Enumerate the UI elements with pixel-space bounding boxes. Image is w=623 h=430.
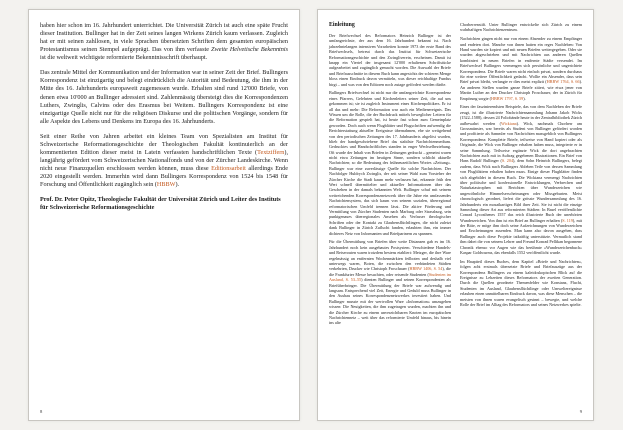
left-page [28,9,300,421]
cross-reference-link[interactable]: HBBW 1764, S. 66 [546,79,580,85]
text-segment: ), mit der Bitte, er möge ihm doch seine Aufzeichnungen von Wunderzeichen und Erscheinungen zusenden. Man kann also davon ausgehen, dass Bullinger auch diese Projekte tatkräftig unterstützte. Vermutlich stand ihm dabei die von seinem Lehrer und Freund Konrad Pellikan begonnene Chronik ebenso vor Augen wie das berühmte «Wunderzeichenbuch» Kaspar Goldwurms, das ebenfalls 1552 veröffentlicht wurde. [460,217,582,256]
text-segment: Eines der faszinierendsten Beispiele, das von dem Nachleben der Briefe zeugt, ist die illustrierte Nachrichtensammlung Johann Jakob Wicks (1522–1588), dessen 24 Foliobände heute in der Zentralbibliothek Zürich aufbewahrt werden ( [460,104,582,126]
body-paragraph: Im Hauptteil dieses Buches, dem Kapitel «Briefe und Nachrichten», folgen acht erstmals übersetzte Briefe und Briefauszüge aus der Korrespondenz Bullingers zu einem kaleidoskopischen Blick auf die Ereignisse zu Lebzeiten dieses Reformators der zweiten Generation. Durch die Quellen geordnete Themenfelder wie Konstanz, Flucht, Studenten im Ausland, Glaubensflüchtlinge oder Umweltereignisse erlauben einen unmittelbaren Eindruck davon, was diese Menschen – die meisten von ihnen waren evangelisch gesinnt – bewegte, und welche Rolle der Brief im Alltag des Reformators und seines Netzwerkes spielte. [460,258,582,308]
text-segment: ). [175,181,180,189]
cross-reference-link[interactable]: HBBW 1406, S. 54 [409,266,443,272]
cross-reference-link[interactable]: S. 204 [501,158,514,164]
body-paragraph: Bullingers Briefwechsel ist nicht nur die umfangreichste Korrespondenz eines Pfarrers, Gelehrten und Kirchenleiters seiner Zeit, die auf uns gekommen ist; sie ist zugleich Instrument eines Kirchenpolitikers. Er ist all das und mehr: Die Reformation war auch ein Medienereignis. Das Wissen um die Rolle, die der Buchdruck mittels beweglicher Lettern für die Reformation gespielt hat, ist heute fast schon zum Gemeinplatz geworden. Doch auch wenn Flugblätter und Flugschriften aufwendig die Berichterstattung aktueller Ereignisse übernahmen, ehe sie weitgehend von den periodischen Zeitungen des 17. Jahrhunderts abgelöst wurden, blieb der handgeschriebene Brief das stabilste Nachrichtenmedium. Gedrucktes und Handschriftliches standen in enger Wechselbeziehung. Oft wurde der Inhalt von Briefen in Zeitungen gedruckt – gemeint waren nicht etwa Zeitungen im heutigen Sinne, sondern schlicht aktuelle Nachrichten; so die Bedeutung des frühneuzeitlichen Wortes «Zeitung». Bullinger war eine zuverlässige Quelle für solche Nachrichten. Der Nachfolger Huldrych Zwinglis, der seit seiner Wahl zum Vorsteher der Zürcher Kirche die Stadt kaum mehr verlassen hat, erkannte früh den Wert schnell übermittelter und aktueller Informationen über das Geschehen in der damals bekannten Welt. Bullinger schuf mit seinem weitreichenden Korrespondenznetzwerk über die Jahre ein umfassendes Nachrichtensystem, das sich kaum von seinem sozialen, überregional reformatorischen Umfeld trennen lässt. Die aktive Förderung und Vermittlung von Zürcher Studenten nach Marburg oder Strassburg, sein punktgenaues überregionales Ansehen als Verfasser theologischer Schriften oder der Kontakt zu Glaubensflüchtlingen, die nicht zuletzt dank Bullinger in Zürich Zuflucht fanden, erlaubten ihm, ein immer dichteres Netz von Informanten und Briefpartnern zu spannen. [329,90,451,236]
text-segment: Nachrichten gingen nicht nur von einem Absender zu einem Empfänger und endeten dort. Manche von ihnen hatten ein reges Nachleben: Von Hand wurden sie kopiert und mit neuen Briefen weitergegeben. Oder sie wurden abgeschrieben und mit Nachrichten aus anderen Quellen kombiniert in neuen Briefen in entfernte Städte versendet. Im Briefwechsel Bullingers vermengen sich persönliche und ungerichtete Korrespondenz. Die Briefe waren nicht einfach privat, sondern durchaus für eine weitere Öffentlichkeit gedacht. Wollte ein Absender, dass sein Brief privat bleibt, verlangte er dies meist explizit ( [460,36,582,85]
column-1 [329,22,451,408]
cross-reference-link[interactable]: S. 119 [562,217,573,223]
text-segment: haben hier schon im 16. Jahrhundert unterrichtet. Die Universität Zürich ist auch eine späte Frucht dieser Institution. Bullinger hat in der Zeit seines langen Wirkens Zürich kaum verlassen. Zugleich hat er mit seinen zahllosen, in viele Sprachen übersetzten Schriften dem gesamten europäischen Protestantismus seinen Stempel aufgeprägt. Das von ihm verfasste [40,22,288,54]
text-segment: ), die die Frankfurter Messe besuchten, oder reisende Studenten ( [329,266,452,277]
cross-reference-link[interactable]: HBBW 1797, S. 59 [490,95,524,101]
text-segment: Zweite Helvetische Bekenntnis [211,46,288,54]
text-segment: allerdings Ende 2020 eingestellt werden. Immerhin wird dann Bullingers Korrespondenz von 1524 bis 1548 für Forschung und Öffentlichkeit zugänglich sein ( [40,165,288,189]
cross-reference-link[interactable]: Studenten im Ausland, S. 53–55 [329,271,451,283]
text-segment: ), langjährig gefördert vom Schweizerischen Nationalfonds und von der Zürcher Landeskirche. Wenn nicht neue Finanzquellen erschlossen werden können, muss diese [40,148,288,172]
cross-reference-link[interactable]: Wickiana [500,120,517,126]
text-segment: ). An anderen Stellen wurden ganze Briefe zitiert, wie etwa jener von Martin Luther an den Drucker Christoph Froschauer, der in Zürich für Empörung sorgte ( [460,79,582,101]
body-paragraph [329,239,451,325]
text-segment: ). [523,95,526,101]
text-segment: ). Wick, nachmals Chorherr am Grossmünster, war bereits als Student von Bullinger gefördert worden und profitierte als Sammler von Nachrichten massgeblich von Bullingers Korrespondenz: Komplette Briefe, teilweise von Hand kopiert oder als Originale, die Wick von Bullinger erhalten haben muss, integrierte er in seine Sammlung. Teilweise ergänzte Wick die dort angebrachten Nachrichten auch mit in Auftrag gegebenen Illustrationen. Ein Brief von Hans Rudolf Bullinger ( [460,120,582,164]
body-paragraph [460,104,582,255]
page-number-right: 9 [579,409,582,414]
cross-reference-link[interactable]: Editionsarbeit [211,165,246,172]
text-segment: ), dem Sohn Heinrich Bullingers, belegt zudem, dass Wick nach Bullingers Ableben Teile von dessen Sammlung von Flugblättern erhalten haben muss. Einige dieser Flugblätter finden sich abgebildet in diesem Buch. Die Wickiana vermengt Nachrichten über politische und konfessionelle Entwicklungen, Verbrechen und Naturkatastrophen mit Berichten über Wunderzeichen wie ungewöhnliche Himmelserscheinungen oder Missgeburten. Meist chronologisch geordnet, liefert die grösste Wundersammlung des 16. Jahrhunderts ein mosaikartiges Bild ihrer Zeit. Sie ist nicht die einzige Sammlung dieser Art aus reformierten Städten: In Basel veröffentlichte Conrad Lycosthenes 1557 das reich illustrierte Buch der unerhörten Wunderzeichen. Von ihm ist ein Brief an Bullinger erhalten ( [460,158,582,223]
section-heading: Einleitung [329,22,355,28]
cross-reference-link[interactable]: Textziffern [257,148,285,156]
body-paragraph: Chorherrenstift. Unter Bullinger entwickelte sich Zürich zu einem wahrhaftigen Nachrichtenzentrum. [460,22,582,33]
page-number-left: 8 [40,409,43,414]
text-segment: Seit einer Reihe von Jahren arbeitet ein kleines Team von Spezialisten am Institut für Schweizerische Reformationsgeschichte der Theologischen Fakultät kontinuierlich an der kommentierten Edition dieser meist in Latein verfassten handschriftlichen Texte ( [40,132,288,156]
author-signature: Prof. Dr. Peter Opitz, Theologische Fakultät der Universität Zürich und Leiter des Instituts für Schweizerische Reformationsgeschichte [40,196,281,212]
text-segment: Für die Übermittlung von Briefen über weite Distanzen gab es im 16. Jahrhundert noch kein ausgebautes Postsystem. Verschiedene Handels- und Reiserouten waren trotzdem bestens etabliert: Metzger, die ihre Ware regelmässig an entfernten Wochenmärkten feilboten und deshalb viel unterwegs waren, Boten, die zwischen den verbündeten Städten verkehrten, Drucker wie Christoph Froschauer ( [329,239,451,272]
body-paragraph: Das zentrale Mittel der Kommunikation und der Information war in seiner Zeit der Brief. Bullingers Korrespondenz ist einzigartig und belegt eindrücklich die Autorität und Bedeutung, die ihm in der Mitte des 16. Jahrhunderts europaweit zugemessen wurde. Erhalten sind rund 12'000 Briefe, von denen etwa 10'000 an Bullinger adressiert sind. Zahlenmässig übersteigt dies die Korrespondenzen Luthers, Zwinglis, Calvins oder des Erasmus bei Weitem. Bullingers Korrespondenz ist eine einzigartige Quelle nicht nur für die religiösen Diskurse und die politischen Vorgänge, sondern für alle Aspekte des Lebens und Denkens im Europa des 16. Jahrhunderts. [40,69,288,125]
text-segment: ) dienten Bullinger und seinen Korrespondenten als Briefüberbringer. Die Übermittlung der Briefe war aufwendig und langsam. Entsprechend viel Zeit, Energie und Geduld muss Bullinger in den Ausbau seines Korrespondenznetzwerkes investiert haben. Und Bullinger musste mit der wertvollen Ware «Information» umzugehen wissen: Die Neuigkeiten, die ihm zugetragen wurden, machten ihn und die Zürcher Kirche zu einem unverzichtbaren Knoten im europäischen Nachrichtennetz – weit über das reformierte Umfeld hinaus, bis hinein ins alte [329,277,451,326]
body-paragraph [40,22,288,62]
body-paragraph [40,133,288,189]
two-column-layout [329,22,582,408]
text-segment: ist die weltweit wichtigste reformierte Bekenntnisschrift überhaupt. [40,54,208,62]
right-page [317,9,594,421]
body-paragraph [460,36,582,101]
cross-reference-link[interactable]: HBBW [156,181,176,189]
body-paragraph: Der Briefwechsel des Reformators Heinrich Bullinger ist der umfangreichste, der aus dem 16. Jahrhundert bekannt ist. Nach jahrzehntelangen intensiven Vorarbeiten konnte 1973 der erste Band des Briefwechsels, betreut durch das Institut für Schweizerische Reformationsgeschichte und den Zwingliverein, erscheinen. Damit ist knapp ein Viertel der insgesamt 12'000 erhaltenen Schriftstücke aufgearbeitet und zugänglich gemacht worden. Die Auswahl der Briefe und Briefausschnitte in diesem Buch kann angesichts der schieren Menge bloss einen Eindruck davon vermitteln, was dieser reichhaltige Fundus birgt – und was von den Editoren noch zutage gefördert werden dürfte. [329,33,451,87]
column-2 [460,22,582,408]
